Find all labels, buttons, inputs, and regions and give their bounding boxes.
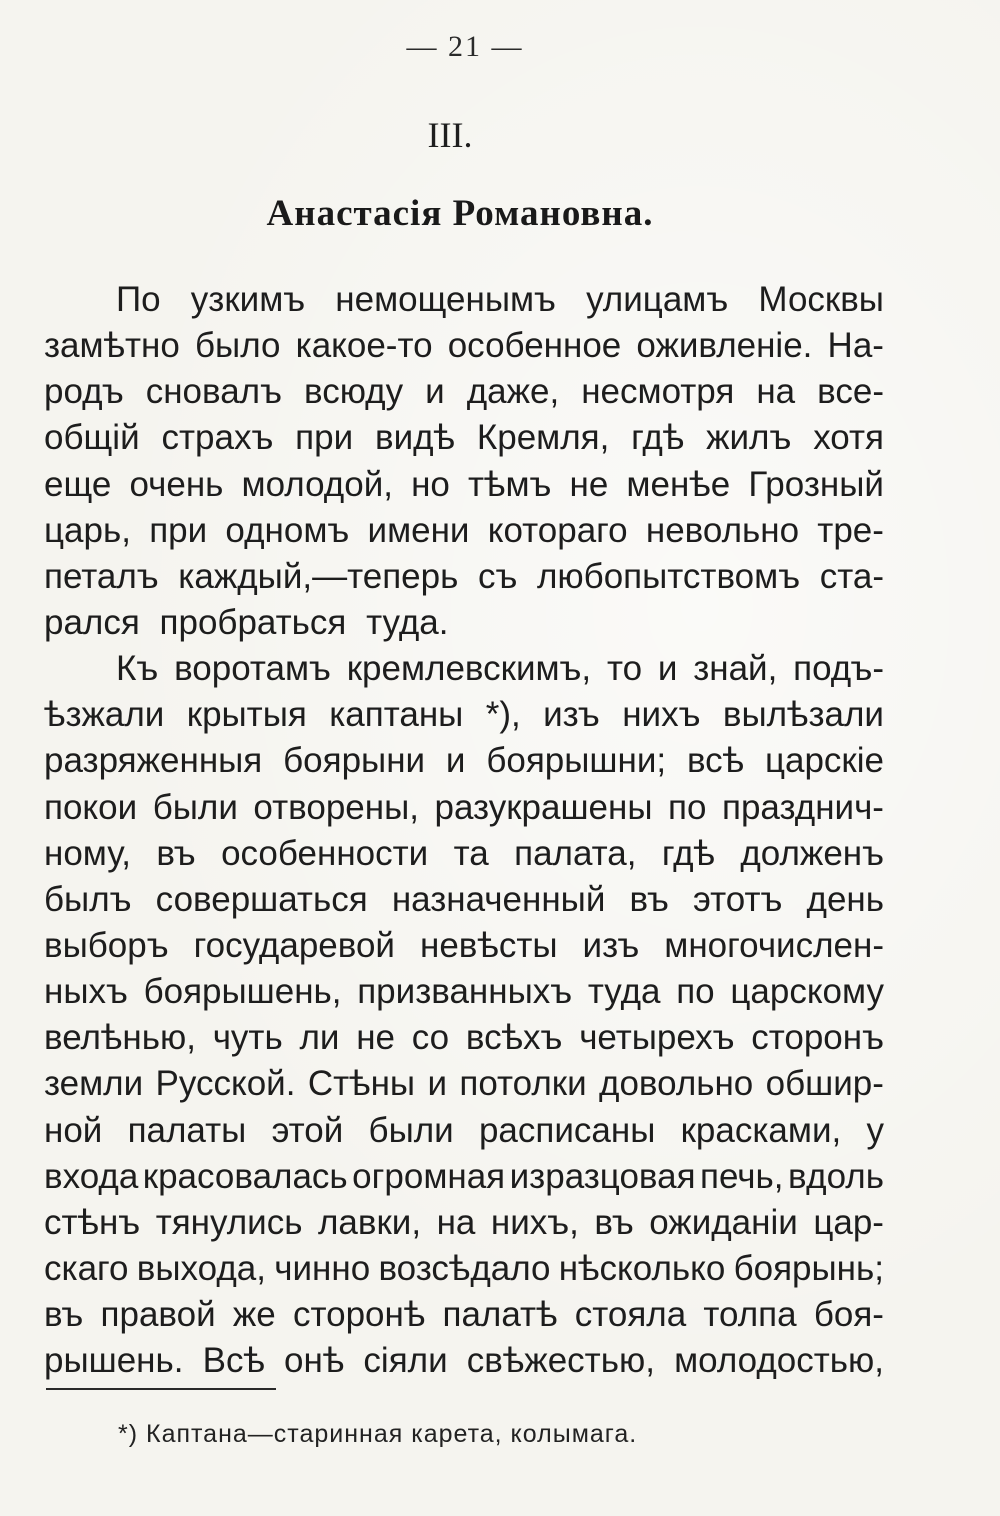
text-line: выборъ государевой невѣсты изъ многочислен- (44, 925, 884, 965)
footnote: *) Каптана—старинная карета, колымага. (118, 1420, 638, 1448)
text-line: ныхъ боярышень, призванныхъ туда по царскому (44, 972, 884, 1012)
text-line: рался пробраться туда. (44, 602, 449, 642)
body-text (44, 277, 884, 1384)
text-line: родъ сновалъ всюду и даже, несмотря на все- (44, 372, 884, 412)
chapter-number: III. (427, 115, 473, 155)
text-line: покои были отворены, разукрашены по празднич- (44, 787, 884, 827)
text-line: петалъ каждый,—теперь съ любопытствомъ ста- (44, 556, 884, 596)
text-line: разряженныя боярыни и боярышни; всѣ царскіе (44, 741, 884, 781)
text-line: велѣнью, чуть ли не со всѣхъ четырехъ сторонъ (44, 1018, 884, 1058)
text-line: былъ совершаться назначенный въ этотъ день (44, 879, 884, 919)
text-line: рышень. Всѣ онѣ сіяли свѣжестью, молодостью, (44, 1341, 884, 1381)
text-line: еще очень молодой, но тѣмъ не менѣе Грозный (44, 464, 884, 504)
chapter-title: Анастасія Романовна. (266, 193, 654, 234)
text-line: царь, при одномъ имени котораго невольно тре- (44, 510, 884, 550)
text-line: Къ воротамъ кремлевскимъ, то и знай, подъ- (116, 649, 884, 689)
text-line: общій страхъ при видѣ Кремля, гдѣ жилъ хотя (44, 418, 884, 458)
text-line: замѣтно было какое-то особенное оживленіе. На- (44, 326, 884, 366)
text-line: ной палаты этой были расписаны красками, у (44, 1110, 884, 1150)
text-line: земли Русской. Стѣны и потолки довольно обшир- (44, 1064, 884, 1104)
text-line: ѣзжали крытыя каптаны *), изъ нихъ вылѣзали (44, 695, 884, 735)
page-number: — 21 — (406, 30, 524, 63)
text-line: По узкимъ немощенымъ улицамъ Москвы (116, 280, 884, 319)
text-line: стѣнъ тянулись лавки, на нихъ, въ ожиданіи цар- (44, 1202, 884, 1242)
text-line: входа красовалась огромная изразцовая печь, вдоль (44, 1156, 884, 1196)
text-line: въ правой же сторонѣ палатѣ стояла толпа боя- (44, 1295, 884, 1335)
text-line: ному, въ особенности та палата, гдѣ долженъ (44, 833, 884, 873)
text-line: скаго выхода, чинно возсѣдало нѣсколько боярынь; (44, 1248, 884, 1288)
footnote-divider (46, 1388, 276, 1390)
